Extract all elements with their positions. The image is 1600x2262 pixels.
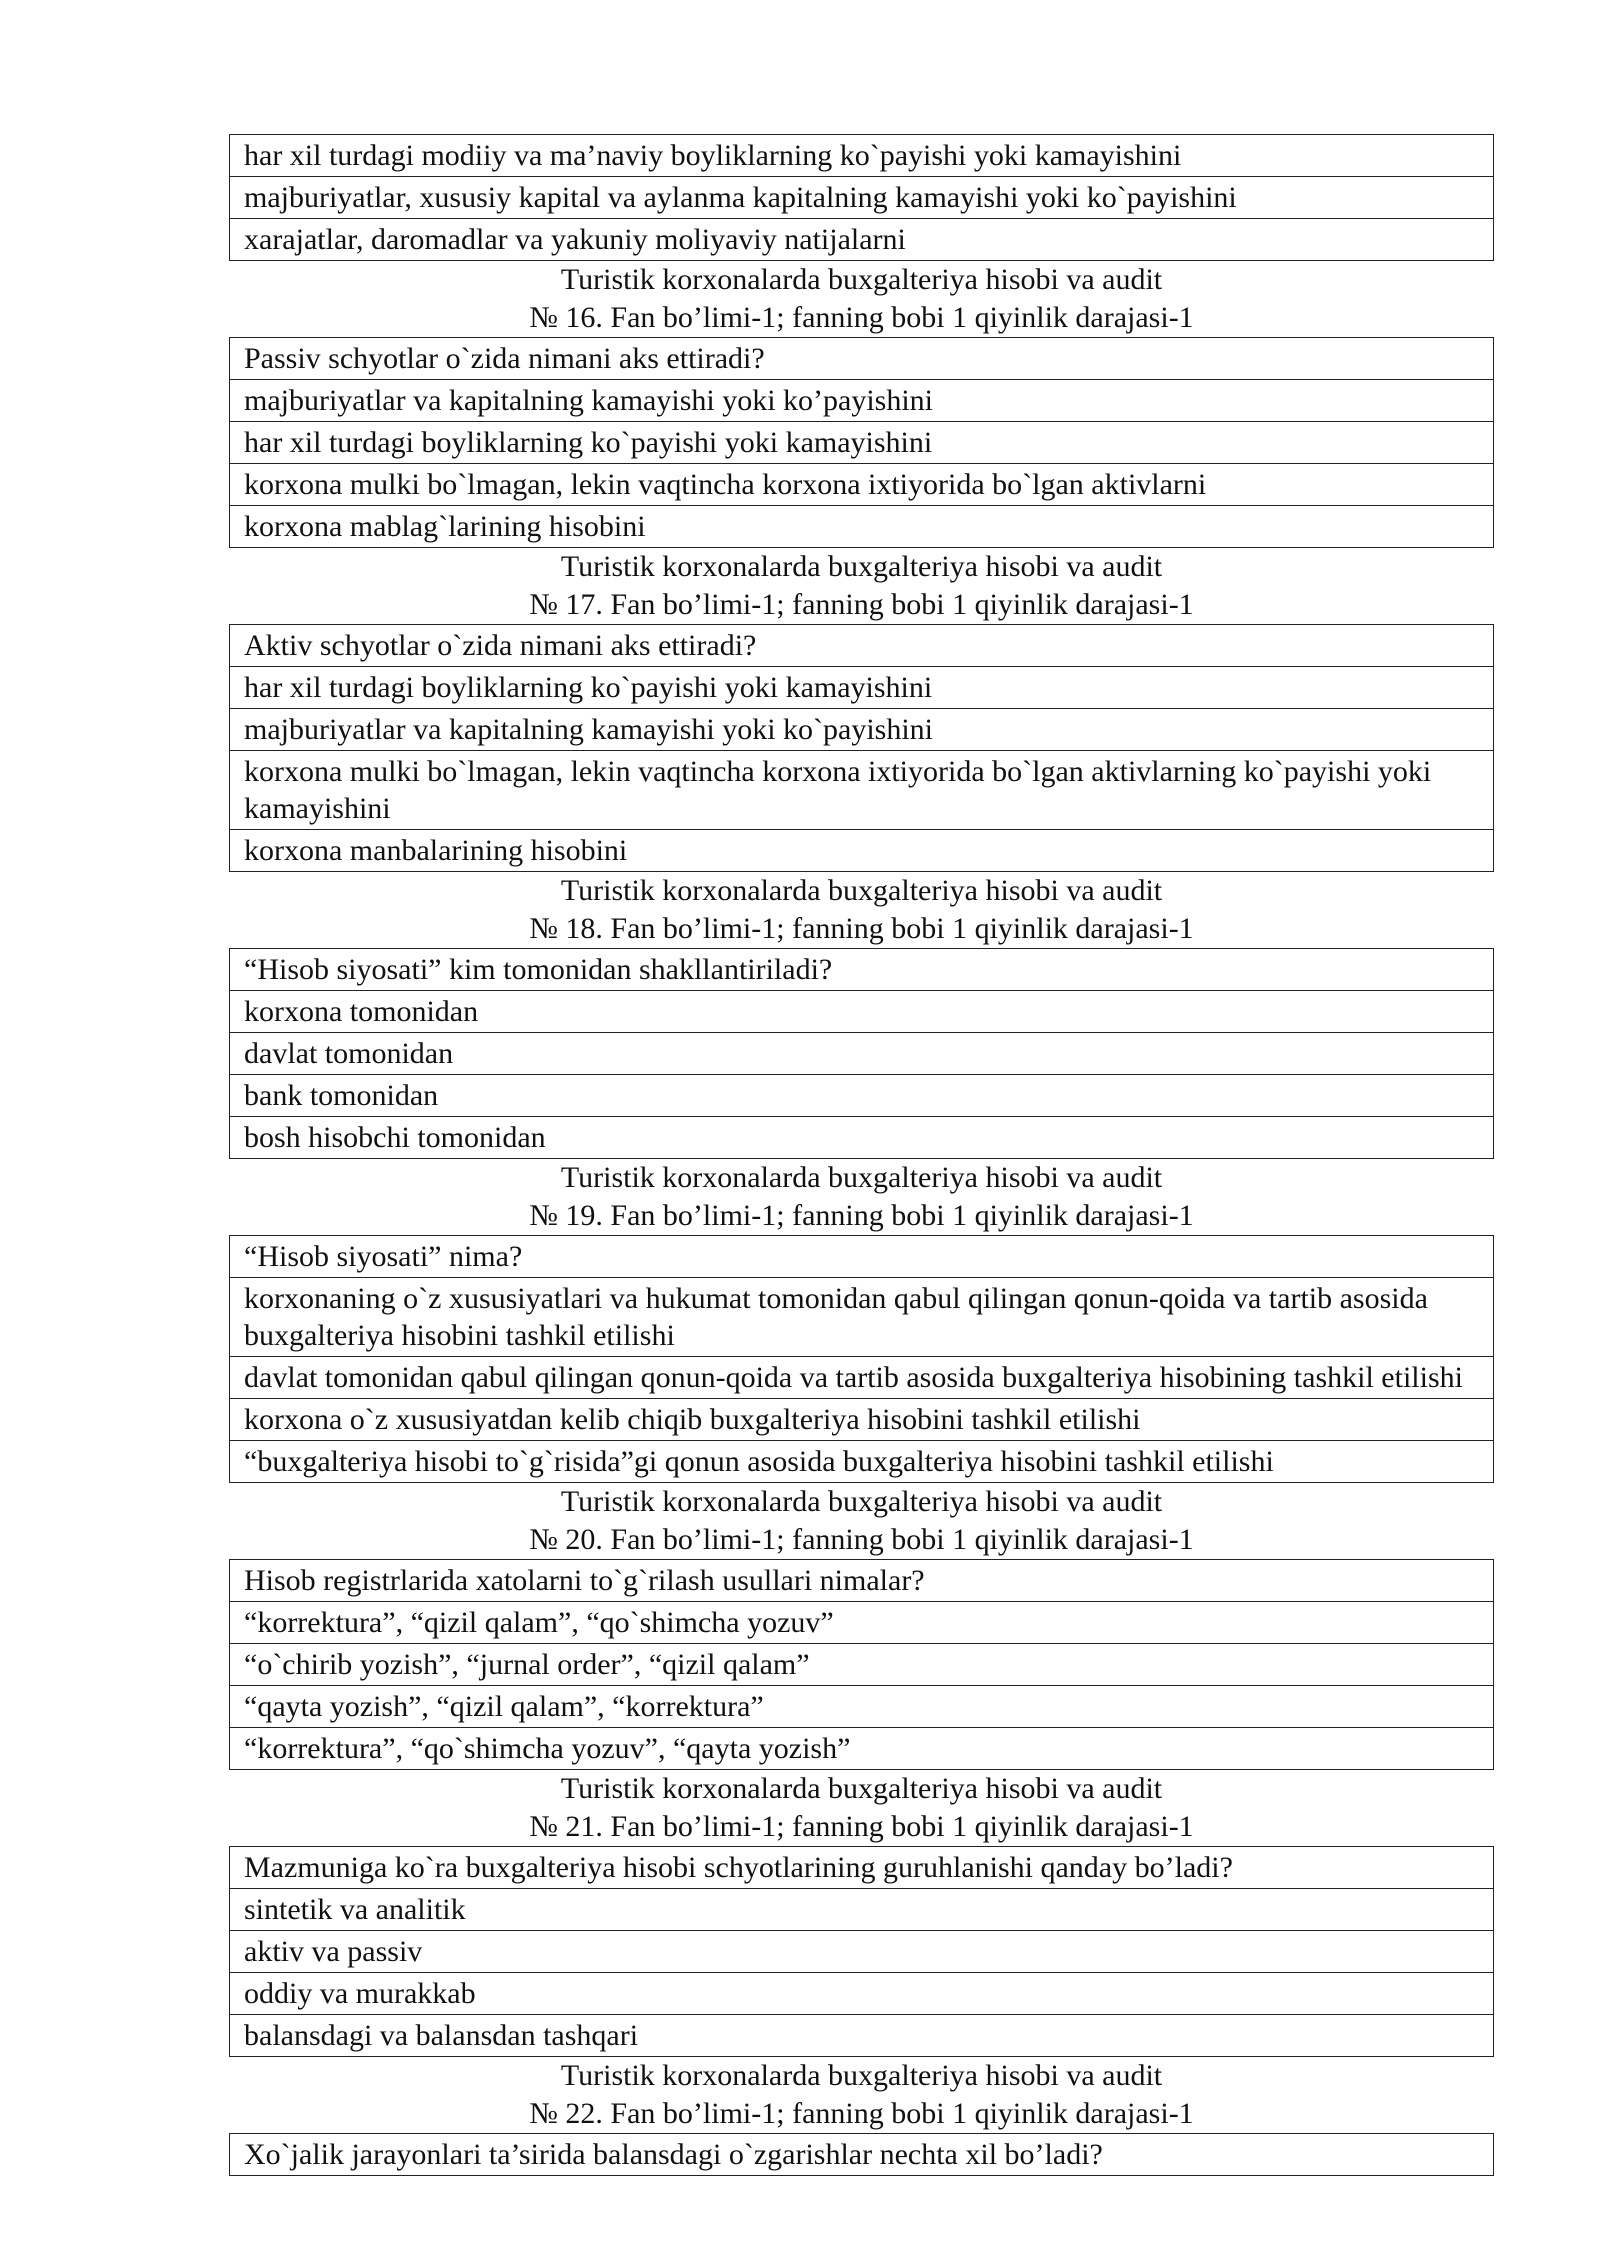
question-row: Mazmuniga ko`ra buxgalteriya hisobi schyotlarining guruhlanishi qanday bo’ladi? [244, 1851, 1233, 1884]
question-table [229, 1846, 1494, 2057]
answer-row: aktiv va passiv [230, 1930, 1493, 1972]
answer-row: “qayta yozish”, “qizil qalam”, “korrektura” [230, 1685, 1493, 1727]
answer-row: “korrektura”, “qizil qalam”, “qo`shimcha yozuv” [230, 1601, 1493, 1643]
question-blocks [229, 261, 1494, 2176]
answer-row: davlat tomonidan qabul qilingan qonun-qoida va tartib asosida buxgalteriya hisobining tashkil etilishi [230, 1356, 1493, 1398]
question-table [229, 948, 1494, 1159]
subject-heading: Turistik korxonalarda buxgalteriya hisobi va audit [560, 263, 1163, 296]
question-row: Hisob registrlarida xatolarni to`g`rilash usullari nimalar? [244, 1564, 925, 1597]
answer-row: “o`chirib yozish”, “jurnal order”, “qizil qalam” [230, 1643, 1493, 1685]
answer-row: bosh hisobchi tomonidan [230, 1116, 1493, 1158]
question-meta: № 16. Fan bo’limi-1; fanning bobi 1 qiyinlik darajasi-1 [529, 301, 1194, 334]
answer-row: majburiyatlar, xususiy kapital va aylanma kapitalning kamayishi yoki ko`payishini [230, 176, 1493, 218]
question-meta: № 22. Fan bo’limi-1; fanning bobi 1 qiyinlik darajasi-1 [529, 2097, 1194, 2130]
answer-row: korxona o`z xususiyatdan kelib chiqib buxgalteriya hisobini tashkil etilishi [230, 1398, 1493, 1440]
question-table [229, 337, 1494, 548]
question-row: “Hisob siyosati” kim tomonidan shakllantiriladi? [244, 953, 833, 986]
answer-row: majburiyatlar va kapitalning kamayishi yoki ko’payishini [230, 379, 1493, 421]
answer-row: “buxgalteriya hisobi to`g`risida”gi qonun asosida buxgalteriya hisobini tashkil etilishi [230, 1440, 1493, 1482]
answer-row: xarajatlar, daromadlar va yakuniy moliyaviy natijalarni [230, 218, 1493, 260]
question-meta: № 18. Fan bo’limi-1; fanning bobi 1 qiyinlik darajasi-1 [529, 912, 1194, 945]
question-meta: № 21. Fan bo’limi-1; fanning bobi 1 qiyinlik darajasi-1 [529, 1810, 1194, 1843]
question-row: Aktiv schyotlar o`zida nimani aks ettiradi? [244, 629, 757, 662]
question-row: Xo`jalik jarayonlari ta’sirida balansdagi o`zgarishlar nechta xil bo’ladi? [244, 2138, 1103, 2171]
question-table [229, 2133, 1494, 2176]
answer-row: har xil turdagi modiiy va ma’naviy boyliklarning ko`payishi yoki kamayishini [244, 139, 1182, 172]
answer-row: har xil turdagi boyliklarning ko`payishi yoki kamayishini [230, 666, 1493, 708]
answer-row: davlat tomonidan [230, 1032, 1493, 1074]
subject-heading: Turistik korxonalarda buxgalteriya hisobi va audit [560, 874, 1163, 907]
answer-row: korxona mulki bo`lmagan, lekin vaqtincha korxona ixtiyorida bo`lgan aktivlarning ko`payishi yoki kamayishini [230, 750, 1493, 829]
answer-row: korxona manbalarining hisobini [230, 829, 1493, 871]
subject-heading: Turistik korxonalarda buxgalteriya hisobi va audit [560, 1161, 1163, 1194]
answer-row: har xil turdagi boyliklarning ko`payishi yoki kamayishini [230, 421, 1493, 463]
question-row: Passiv schyotlar o`zida nimani aks ettiradi? [244, 342, 765, 375]
question-meta: № 19. Fan bo’limi-1; fanning bobi 1 qiyinlik darajasi-1 [529, 1199, 1194, 1232]
document-page [229, 134, 1494, 2176]
subject-heading: Turistik korxonalarda buxgalteriya hisobi va audit [560, 550, 1163, 583]
answer-row: oddiy va murakkab [230, 1972, 1493, 2014]
subject-heading: Turistik korxonalarda buxgalteriya hisobi va audit [560, 2059, 1163, 2092]
question-table [229, 1559, 1494, 1770]
question-meta: № 17. Fan bo’limi-1; fanning bobi 1 qiyinlik darajasi-1 [529, 588, 1194, 621]
answer-row: korxona mablag`larining hisobini [230, 505, 1493, 547]
question-table [229, 624, 1494, 872]
question-row: “Hisob siyosati” nima? [244, 1240, 523, 1273]
initial-answer-table [229, 134, 1494, 261]
answer-row: “korrektura”, “qo`shimcha yozuv”, “qayta yozish” [230, 1727, 1493, 1769]
answer-row: korxona mulki bo`lmagan, lekin vaqtincha korxona ixtiyorida bo`lgan aktivlarni [230, 463, 1493, 505]
answer-row: majburiyatlar va kapitalning kamayishi yoki ko`payishini [230, 708, 1493, 750]
subject-heading: Turistik korxonalarda buxgalteriya hisobi va audit [560, 1485, 1163, 1518]
answer-row: korxona tomonidan [230, 990, 1493, 1032]
answer-row: balansdagi va balansdan tashqari [230, 2014, 1493, 2056]
answer-row: sintetik va analitik [230, 1888, 1493, 1930]
subject-heading: Turistik korxonalarda buxgalteriya hisobi va audit [560, 1772, 1163, 1805]
answer-row: korxonaning o`z xususiyatlari va hukumat tomonidan qabul qilingan qonun-qoida va tartib asosida buxgalteriya hisobini tashkil etilishi [230, 1277, 1493, 1356]
question-meta: № 20. Fan bo’limi-1; fanning bobi 1 qiyinlik darajasi-1 [529, 1523, 1194, 1556]
answer-row: bank tomonidan [230, 1074, 1493, 1116]
question-table [229, 1235, 1494, 1483]
